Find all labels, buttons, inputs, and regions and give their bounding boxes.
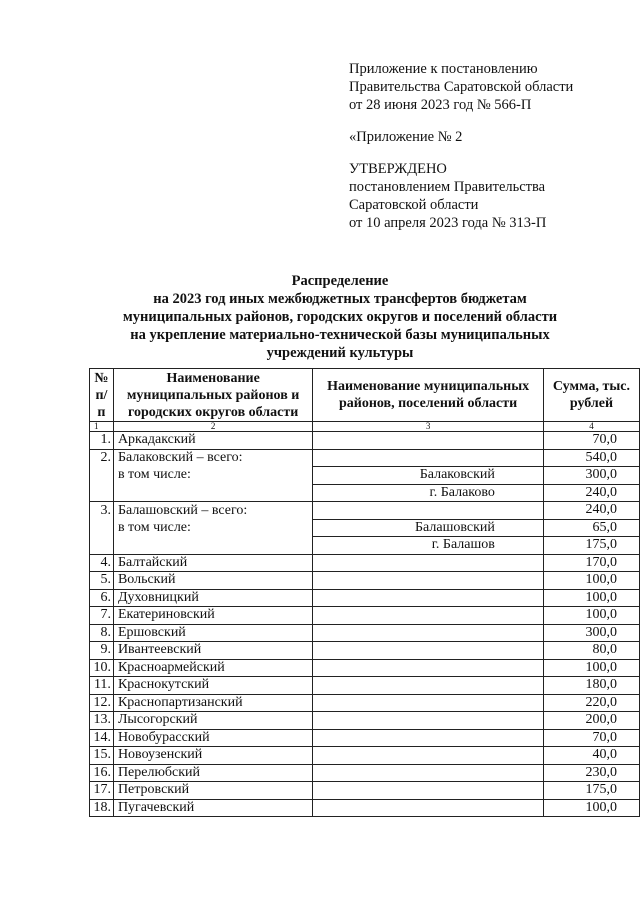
row-sum: 100,0	[543, 799, 639, 817]
row-district	[113, 537, 312, 555]
row-district: Ершовский	[113, 624, 312, 642]
row-district: Краснокутский	[113, 677, 312, 695]
appendix-label: «Приложение № 2	[349, 129, 463, 145]
document-header	[349, 60, 573, 232]
row-district: Пугачевский	[113, 799, 312, 817]
col-number-2: 2	[113, 422, 312, 432]
row-settlement: г. Балаково	[313, 484, 544, 502]
row-num: 1.	[90, 432, 114, 450]
row-sum: 80,0	[543, 642, 639, 660]
row-sum: 40,0	[543, 747, 639, 765]
table-row	[90, 624, 640, 642]
table-row	[90, 519, 640, 537]
row-sum: 175,0	[543, 537, 639, 555]
row-district: Петровский	[113, 782, 312, 800]
row-num: 4.	[90, 554, 114, 572]
row-district: Екатериновский	[113, 607, 312, 625]
header-district: Наименование муниципальных районов и городских округов области	[113, 369, 312, 422]
row-num	[90, 467, 114, 485]
row-num: 14.	[90, 729, 114, 747]
header-line-3: от 28 июня 2023 год № 566-П	[349, 97, 532, 113]
row-settlement	[313, 624, 544, 642]
table-row	[90, 677, 640, 695]
row-num	[90, 519, 114, 537]
column-number-row	[90, 422, 640, 432]
row-settlement	[313, 747, 544, 765]
table-row	[90, 659, 640, 677]
table-row	[90, 764, 640, 782]
row-sum: 70,0	[543, 432, 639, 450]
table-row	[90, 554, 640, 572]
table-row	[90, 484, 640, 502]
row-num: 18.	[90, 799, 114, 817]
row-sum: 100,0	[543, 607, 639, 625]
title-line-4: на укрепление материально-технической базы муниципальных	[130, 327, 550, 343]
row-num: 7.	[90, 607, 114, 625]
row-district: Новоузенский	[113, 747, 312, 765]
approved-label: УТВЕРЖДЕНО	[349, 161, 447, 177]
row-num: 16.	[90, 764, 114, 782]
row-district: Краснопартизанский	[113, 694, 312, 712]
col-number-1: 1	[90, 422, 114, 432]
row-settlement	[313, 502, 544, 520]
table-row	[90, 782, 640, 800]
row-num: 5.	[90, 572, 114, 590]
row-sum: 240,0	[543, 484, 639, 502]
row-settlement	[313, 694, 544, 712]
row-num: 10.	[90, 659, 114, 677]
row-district: Балтайский	[113, 554, 312, 572]
row-num	[90, 484, 114, 502]
row-sum: 220,0	[543, 694, 639, 712]
row-sum: 540,0	[543, 449, 639, 467]
header-sum: Сумма, тыс. рублей	[543, 369, 639, 422]
row-settlement	[313, 554, 544, 572]
header-line-2: Правительства Саратовской области	[349, 79, 574, 95]
row-num: 8.	[90, 624, 114, 642]
row-settlement: Балаковский	[313, 467, 544, 485]
table-row	[90, 607, 640, 625]
table-row	[90, 467, 640, 485]
header-num: № п/п	[90, 369, 114, 422]
table-body	[90, 432, 640, 817]
row-sum: 100,0	[543, 589, 639, 607]
row-district: Перелюбский	[113, 764, 312, 782]
col-number-4: 4	[543, 422, 639, 432]
row-district: Вольский	[113, 572, 312, 590]
row-district: Аркадакский	[113, 432, 312, 450]
row-sum: 180,0	[543, 677, 639, 695]
row-settlement	[313, 572, 544, 590]
row-sum: 230,0	[543, 764, 639, 782]
row-settlement	[313, 799, 544, 817]
table-row	[90, 694, 640, 712]
table-row	[90, 432, 640, 450]
row-settlement	[313, 764, 544, 782]
row-district: Балаковский – всего:	[113, 449, 312, 467]
row-district: Ивантеевский	[113, 642, 312, 660]
row-settlement	[313, 607, 544, 625]
title-line-1: Распределение	[291, 273, 389, 289]
document-title	[60, 272, 620, 362]
approved-line-1: постановлением Правительства	[349, 179, 546, 195]
col-number-3: 3	[313, 422, 544, 432]
row-district: Балашовский – всего:	[113, 502, 312, 520]
row-sum: 300,0	[543, 467, 639, 485]
row-sum: 70,0	[543, 729, 639, 747]
row-settlement	[313, 712, 544, 730]
row-num	[90, 537, 114, 555]
row-settlement	[313, 659, 544, 677]
row-settlement	[313, 432, 544, 450]
row-num: 2.	[90, 449, 114, 467]
row-sum: 170,0	[543, 554, 639, 572]
row-settlement: Балашовский	[313, 519, 544, 537]
row-num: 3.	[90, 502, 114, 520]
row-sum: 240,0	[543, 502, 639, 520]
row-sum: 100,0	[543, 659, 639, 677]
approved-line-3: от 10 апреля 2023 года № 313-П	[349, 215, 547, 231]
row-num: 17.	[90, 782, 114, 800]
row-sum: 65,0	[543, 519, 639, 537]
table-row	[90, 799, 640, 817]
row-num: 13.	[90, 712, 114, 730]
row-settlement	[313, 642, 544, 660]
header-line-1: Приложение к постановлению	[349, 61, 538, 77]
row-settlement	[313, 589, 544, 607]
row-district: Лысогорский	[113, 712, 312, 730]
row-num: 12.	[90, 694, 114, 712]
table-row	[90, 642, 640, 660]
row-sum: 175,0	[543, 782, 639, 800]
title-line-2: на 2023 год иных межбюджетных трансфертов бюджетам	[153, 291, 527, 307]
row-settlement	[313, 677, 544, 695]
row-num: 9.	[90, 642, 114, 660]
row-settlement	[313, 782, 544, 800]
row-district: в том числе:	[113, 519, 312, 537]
table-row	[90, 572, 640, 590]
row-settlement	[313, 449, 544, 467]
table-row	[90, 712, 640, 730]
row-sum: 100,0	[543, 572, 639, 590]
table-row	[90, 747, 640, 765]
row-settlement: г. Балашов	[313, 537, 544, 555]
row-district	[113, 484, 312, 502]
row-district: Красноармейский	[113, 659, 312, 677]
table-row	[90, 537, 640, 555]
row-sum: 200,0	[543, 712, 639, 730]
title-line-3: муниципальных районов, городских округов и поселений области	[122, 309, 558, 325]
table-row	[90, 729, 640, 747]
table-header-row	[90, 369, 640, 422]
distribution-table	[89, 368, 640, 817]
row-num: 15.	[90, 747, 114, 765]
row-sum: 300,0	[543, 624, 639, 642]
approved-line-2: Саратовской области	[349, 197, 479, 213]
row-num: 6.	[90, 589, 114, 607]
row-num: 11.	[90, 677, 114, 695]
table-row	[90, 502, 640, 520]
header-settlement: Наименование муниципальных районов, поселений области	[313, 369, 544, 422]
row-settlement	[313, 729, 544, 747]
row-district: в том числе:	[113, 467, 312, 485]
table-row	[90, 449, 640, 467]
row-district: Новобурасский	[113, 729, 312, 747]
row-district: Духовницкий	[113, 589, 312, 607]
title-line-5: учреждений культуры	[266, 345, 414, 361]
table-row	[90, 589, 640, 607]
